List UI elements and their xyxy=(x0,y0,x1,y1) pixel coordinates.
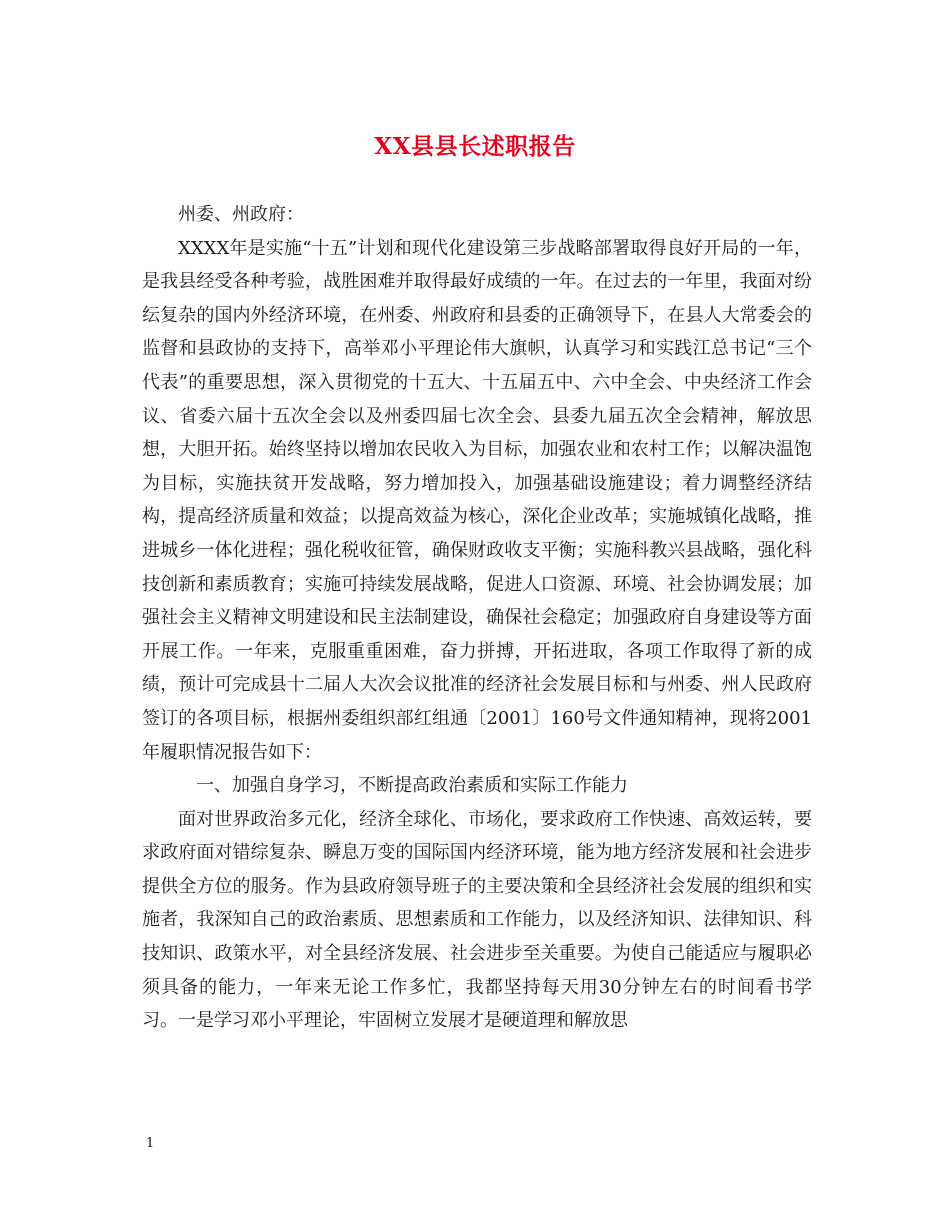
section-heading: 一、加强自身学习，不断提高政治素质和实际工作能力 xyxy=(196,775,628,797)
page-number: 1 xyxy=(146,1136,155,1151)
intro-paragraph: XXXX年是实施“十五”计划和现代化建设第三步战略部署取得良好开局的一年，是我县经受各种考验，战胜困难并取得最好成绩的一年。在过去的一年里，我面对纷纭复杂的国内外经济环境，在州委、州政府和县委的正确领导下，在县人大常委会的监督和县政协的支持下，高举邓小平理论伟大旗帜，认真学习和实践江总书记“三个代表”的重要思想，深入贯彻党的十五大、十五届五中、六中全会、中央经济工作会议、省委六届十五次全会以及州委四届七次全会、县委九届五次全会精神，解放思想，大胆开拓。始终坚持以增加农民收入为目标，加强农业和农村工作；以解决温饱为目标，实施扶贫开发战略，努力增加投入，加强基础设施建设；着力调整经济结构，提高经济质量和效益；以提高效益为核心，深化企业改革；实施城镇化战略，推进城乡一体化进程；强化税收征管，确保财政收支平衡；实施科教兴县战略，强化科技创新和素质教育；实施可持续发展战略，促进人口资源、环境、社会协调发展；加强社会主义精神文明建设和民主法制建设，确保社会稳定；加强政府自身建设等方面开展工作。一年来，克服重重困难，奋力拼搏，开拓进取，各项工作取得了新的成绩，预计可完成县十二届人大次会议批准的经济社会发展目标和与州委、州人民政府签订的各项目标，根据州委组织部红组通〔2001〕160号文件通知精神，现将2001年履职情况报告如下： xyxy=(142,237,812,763)
document-body xyxy=(142,198,812,1038)
salutation: 州委、州政府： xyxy=(178,204,304,225)
section-paragraph: 面对世界政治多元化，经济全球化、市场化，要求政府工作快速、高效运转，要求政府面对错综复杂、瞬息万变的国际国内经济环境，能为地方经济发展和社会进步提供全方位的服务。作为县政府领导班子的主要决策和全县经济社会发展的组织和实施者，我深知自己的政治素质、思想素质和工作能力，以及经济知识、法律知识、科技知识、政策水平，对全县经济发展、社会进步至关重要。为使自己能适应与履职必须具备的能力，一年来无论工作多忙，我都坚持每天用30分钟左右的时间看书学习。一是学习邓小平理论，牢固树立发展才是硬道理和解放思 xyxy=(142,808,812,1032)
document-title: XX县县长述职报告 xyxy=(374,133,576,160)
